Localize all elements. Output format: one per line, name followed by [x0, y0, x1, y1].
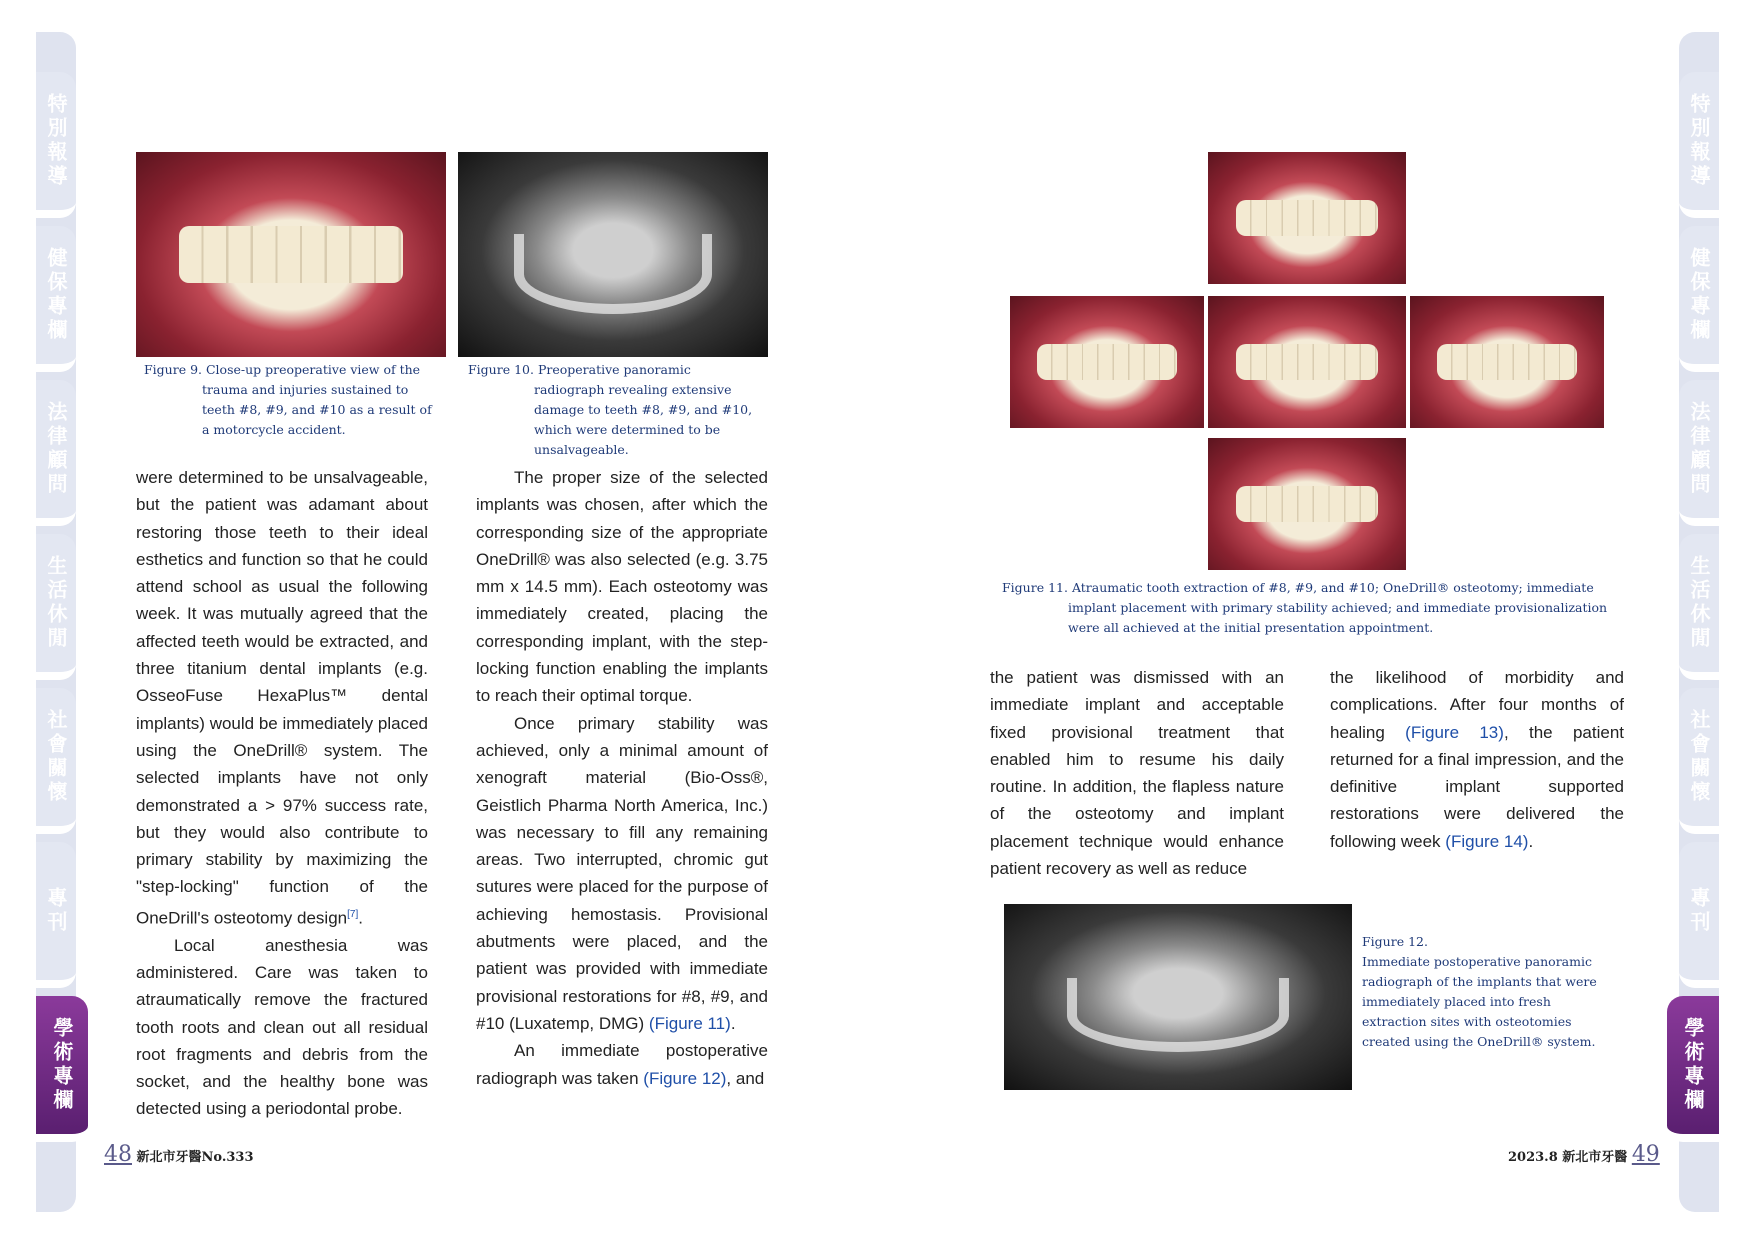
tab-social-care[interactable]: 社會關懷 — [1679, 688, 1719, 834]
left-page-column-1: were determined to be unsalvageable, but the patient was adamant about restoring those teeth to their ideal esthetics and function so that he could attend school as usual the following week. It was mutually agreed that the affected teeth would be extracted, and three titanium dental implants (e.g. OsseoFuse HexaPlus™ dental implants) would be immediately placed using the OneDrill® system. The selected implants have not only demonstrated a > 97% success rate, but they would also contribute to primary stability by maximizing the "step-locking" function of the OneDrill's osteotomy design[7]. Local anesthesia was administered. Care was taken to atraumatically remove the fractured tooth roots and clean out all residual root fragments and debris from the socket, and the healthy bone was detected using a periodontal probe. — [136, 464, 428, 1123]
left-section-tabs — [36, 32, 76, 1212]
figure-10-label: Figure 10. — [468, 362, 534, 377]
body-paragraph: the patient was dismissed with an immediate implant and acceptable fixed provisional treatment that enabled him to resume his daily routine. In addition, the flapless nature of the osteotomy and implant placement technique would enhance patient recovery as well as reduce — [990, 668, 1284, 879]
citation-ref[interactable]: [7] — [347, 908, 359, 920]
tab-special-report[interactable]: 特別報導 — [1679, 72, 1719, 218]
journal-issue: 2023.8 新北市牙醫 — [1508, 1150, 1628, 1165]
tab-legal-advisor[interactable]: 法律顧問 — [36, 380, 76, 526]
figure-12-text: Immediate postoperative panoramic radiograph of the implants that were immediately placed into fresh extraction sites with osteotomies created using the OneDrill® system. — [1362, 954, 1597, 1049]
figure-9-caption — [144, 360, 434, 440]
tab-legal-advisor[interactable]: 法律顧問 — [1679, 380, 1719, 526]
tab-health-insurance[interactable]: 健保專欄 — [1679, 226, 1719, 372]
left-page-folio — [104, 1142, 254, 1167]
right-page-column-1 — [990, 664, 1284, 882]
body-paragraph: the likelihood of morbidity and complications. After four months of healing — [1330, 668, 1624, 742]
figure-9-photo — [136, 152, 446, 357]
tab-leisure[interactable]: 生活休閒 — [36, 534, 76, 680]
body-paragraph: Local anesthesia was administered. Care was taken to atraumatically remove the fractured tooth roots and clean out all residual root fragments and debris from the socket, and the healthy bone was detected using a periodontal probe. — [136, 935, 428, 1119]
right-page-column-2: the likelihood of morbidity and complications. After four months of healing (Figure 13), the patient returned for a final impression, and the definitive implant supported restorations were delivered the following week (Figure 14). — [1330, 668, 1625, 851]
figure-12-radiograph — [1004, 904, 1352, 1090]
figure-10-text: Preoperative panoramic radiograph revealing extensive damage to teeth #8, #9, and #10, which were determined to be unsalvageable. — [534, 362, 753, 457]
figure-9-text: Close-up preoperative view of the trauma and injuries sustained to teeth #8, #9, and #10 as a result of a motorcycle accident. — [202, 362, 432, 437]
tab-academic-active[interactable]: 學術專欄 — [1667, 996, 1719, 1142]
journal-issue: 新北市牙醫No.333 — [136, 1150, 254, 1165]
figure-11-link[interactable]: (Figure 11) — [648, 1013, 731, 1033]
tab-leisure[interactable]: 生活休閒 — [1679, 534, 1719, 680]
figure-10-radiograph — [458, 152, 768, 357]
figure-11-photo-bottom — [1208, 438, 1406, 570]
left-page-column-2: The proper size of the selected implants was chosen, after which the corresponding size of the appropriate OneDrill® was also selected (e.g. 3.75 mm x 14.5 mm). Each osteotomy was immediately created, placing the corresponding implant, with the step-locking function enabling the implants to reach their optimal torque. Once primary stability was achieved, only a minimal amount of xenograft material (Bio-Oss®, Geistlich Pharma North America, Inc.) was necessary to fill any remaining areas. Two interrupted, chromic gut sutures were placed for the purpose of achieving hemostasis. Provisional abutments were placed, and the patient was provided with immediate provisional restorations for #8, #9, and #10 (Luxatemp, DMG) (Figure 11). An immediate postoperative radiograph was taken (Figure 12), and — [476, 464, 768, 1092]
tab-special-issue[interactable]: 專刊 — [36, 842, 76, 988]
figure-13-link[interactable]: (Figure 13) — [1405, 722, 1504, 742]
tab-special-report[interactable]: 特別報導 — [36, 72, 76, 218]
page-number: 48 — [104, 1142, 132, 1167]
figure-10-caption — [468, 360, 758, 460]
figure-14-link[interactable]: (Figure 14) — [1445, 831, 1529, 851]
figure-11-text: Atraumatic tooth extraction of #8, #9, and #10; OneDrill® osteotomy; immediate implant placement with primary stability achieved; and immediate provisionalization were all achieved at the initial presentation appointment. — [1068, 580, 1608, 635]
tab-academic-active[interactable]: 學術專欄 — [36, 996, 88, 1142]
figure-11-label: Figure 11. — [1002, 580, 1068, 595]
figure-12-label: Figure 12. — [1362, 934, 1428, 949]
right-page-folio — [1508, 1142, 1660, 1167]
figure-11-photo-top — [1208, 152, 1406, 284]
body-paragraph: Once primary stability was achieved, only a minimal amount of xenograft material (Bio-Oss®, Geistlich Pharma North America, Inc.) was necessary to fill any remaining areas. Two interrupted, chromic gut sutures were placed for the purpose of achieving hemostasis. Provisional abutments were placed, and the patient was provided with immediate provisional restorations for #8, #9, and #10 (Luxatemp, DMG) — [476, 713, 768, 1033]
figure-11-caption — [1002, 578, 1616, 638]
tab-special-issue[interactable]: 專刊 — [1679, 842, 1719, 988]
figure-12-link[interactable]: (Figure 12) — [643, 1068, 727, 1088]
body-paragraph: An immediate postoperative radiograph was taken — [476, 1041, 768, 1088]
figure-11-photo-left — [1010, 296, 1204, 428]
right-section-tabs — [1679, 32, 1719, 1212]
tab-health-insurance[interactable]: 健保專欄 — [36, 226, 76, 372]
page-number: 49 — [1631, 1142, 1660, 1167]
figure-11-photo-right — [1410, 296, 1604, 428]
tab-social-care[interactable]: 社會關懷 — [36, 688, 76, 834]
figure-11-photo-center — [1208, 296, 1406, 428]
figure-9-label: Figure 9. — [144, 362, 202, 377]
body-paragraph: were determined to be unsalvageable, but the patient was adamant about restoring those teeth to their ideal esthetics and function so that he could attend school as usual the following week. It was mutually agreed that the affected teeth would be extracted, and three titanium dental implants (e.g. OsseoFuse HexaPlus™ dental implants) would be immediately placed using the OneDrill® system. The selected implants have not only demonstrated a > 97% success rate, but they would also contribute to primary stability by maximizing the "step-locking" function of the OneDrill's osteotomy design — [136, 468, 428, 928]
body-paragraph: The proper size of the selected implants was chosen, after which the corresponding size of the appropriate OneDrill® was also selected (e.g. 3.75 mm x 14.5 mm). Each osteotomy was immediately created, placing the corresponding implant, with the step-locking function enabling the implants to reach their optimal torque. — [476, 468, 768, 706]
figure-12-caption — [1362, 932, 1614, 1052]
